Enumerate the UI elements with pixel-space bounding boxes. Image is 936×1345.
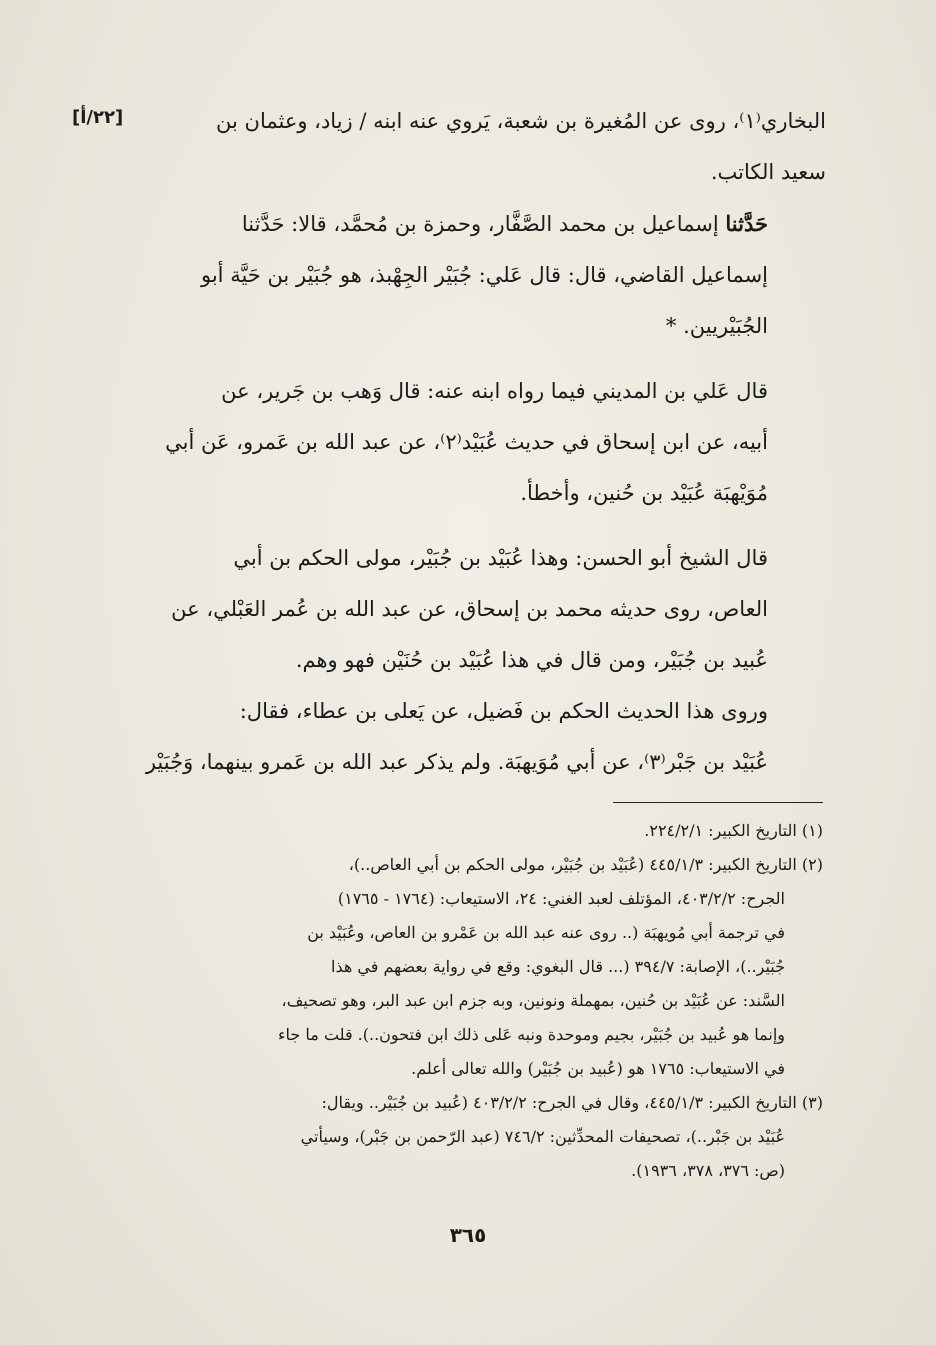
main-text bbox=[68, 96, 826, 788]
text-line: قال عَلي بن المديني فيما رواه ابنه عنه: قال وَهب بن جَرير، عن bbox=[221, 379, 768, 403]
text-line: البخاري⁽١⁾، روى عن المُغيرة بن شعبة، يَروي عنه ابنه / زياد، وعثمان بن bbox=[216, 109, 826, 133]
paragraph-3 bbox=[68, 366, 826, 519]
text-line: مُوَيْهبَة عُبَيْد بن حُنين، وأخطأ. bbox=[520, 481, 768, 505]
lead-word: حَدَّثنا bbox=[725, 211, 768, 236]
text-line bbox=[68, 198, 826, 250]
footnote-line: (٢) التاريخ الكبير: ٤٤٥/١/٣ (عُبَيْد بن جُبَيْر، مولى الحكم بن أبي العاص..)، bbox=[348, 855, 823, 874]
text-line: سعيد الكاتب. bbox=[710, 160, 826, 184]
paragraph-2 bbox=[68, 198, 826, 352]
footnote-line: جُبَيْر..)، الإصابة: ٣٩٤/٧ (... قال البغوي: وقع في رواية بعضهم في هذا bbox=[331, 957, 785, 976]
paragraph-5 bbox=[68, 686, 826, 788]
text-line: إسماعيل القاضي، قال: قال عَلي: جُبَيْر الجِهْبذ، هو جُبَيْر بن حَيَّة أبو bbox=[200, 263, 768, 287]
text-line: الجُبَيْريين. * bbox=[665, 314, 768, 338]
footnote-1 bbox=[140, 814, 823, 848]
text-line: وروى هذا الحديث الحكم بن فَضيل، عن يَعلى بن عطاء، فقال: bbox=[239, 699, 768, 723]
footnote-line: عُبَيْد بن جَبْر..)، تصحيفات المحدِّثين: ٧٤٦/٢ (عبد الرّحمن بن جَبْر)، وسيأتي bbox=[300, 1127, 785, 1146]
page-number: ٣٦٥ bbox=[449, 1223, 487, 1247]
text-line: عُبيد بن جُبَيْر، ومن قال في هذا عُبَيْد بن حُنَيْن فهو وهم. bbox=[295, 648, 768, 672]
footnote-line: (ص: ٣٧٦، ٣٧٨، ١٩٣٦). bbox=[631, 1161, 785, 1180]
footnote-line: الجرح: ٤٠٣/٢/٢، المؤتلف لعبد الغني: ٢٤، الاستيعاب: (١٧٦٤ - ١٧٦٥) bbox=[337, 889, 785, 908]
text-line: قال الشيخ أبو الحسن: وهذا عُبَيْد بن جُبَيْر، مولى الحكم بن أبي bbox=[233, 546, 768, 570]
text-line: العاص، روى حديثه محمد بن إسحاق، عن عبد الله بن عُمر العَبْلي، عن bbox=[171, 597, 768, 621]
footnote-separator bbox=[613, 802, 823, 803]
text-line: عُبَيْد بن جَبْر⁽٣⁾، عن أبي مُوَيهبَة. ولم يذكر عبد الله بن عَمرو بينهما، وَجُبَيْر bbox=[145, 750, 768, 774]
footnote-line: (١) التاريخ الكبير: ٢٢٤/٢/١. bbox=[644, 821, 823, 840]
footnote-3 bbox=[140, 1086, 823, 1188]
paragraph-4 bbox=[68, 533, 826, 686]
footnote-line: السَّند: عن عُبَيْد بن حُنين، بمهملة ونونين، وبه جزم ابن عبد البر، وهو تصحيف، bbox=[281, 991, 785, 1010]
footnote-2 bbox=[140, 848, 823, 1086]
footnote-line: وإنما هو عُبيد بن جُبَيْر، بجيم وموحدة ونبه عَلى ذلك ابن فتحون..). قلت ما جاء bbox=[278, 1025, 785, 1044]
footnote-line: (٣) التاريخ الكبير: ٤٤٥/١/٣، وقال في الجرح: ٤٠٣/٢/٢ (عُبيد بن جُبَيْر.. ويقال: bbox=[321, 1093, 823, 1112]
footnotes bbox=[140, 814, 823, 1188]
folio-marker: [٢٢/أ] bbox=[72, 107, 124, 128]
text-segment: إسماعيل بن محمد الصَّفَّار، وحمزة بن مُحمَّد، قالا: حَدَّثنا bbox=[241, 212, 726, 236]
text-line: أبيه، عن ابن إسحاق في حديث عُبَيْد⁽٢⁾، عن عبد الله بن عَمرو، عَن أبي bbox=[165, 430, 768, 454]
footnote-line: في الاستيعاب: ١٧٦٥ هو (عُبيد بن جُبَيْر) والله تعالى أعلم. bbox=[411, 1059, 785, 1078]
paragraph-1 bbox=[68, 96, 826, 198]
footnote-line: في ترجمة أبي مُويهبَة (.. روى عنه عبد الله بن عَمْرو بن العاص، وعُبَيْد بن bbox=[307, 923, 785, 942]
